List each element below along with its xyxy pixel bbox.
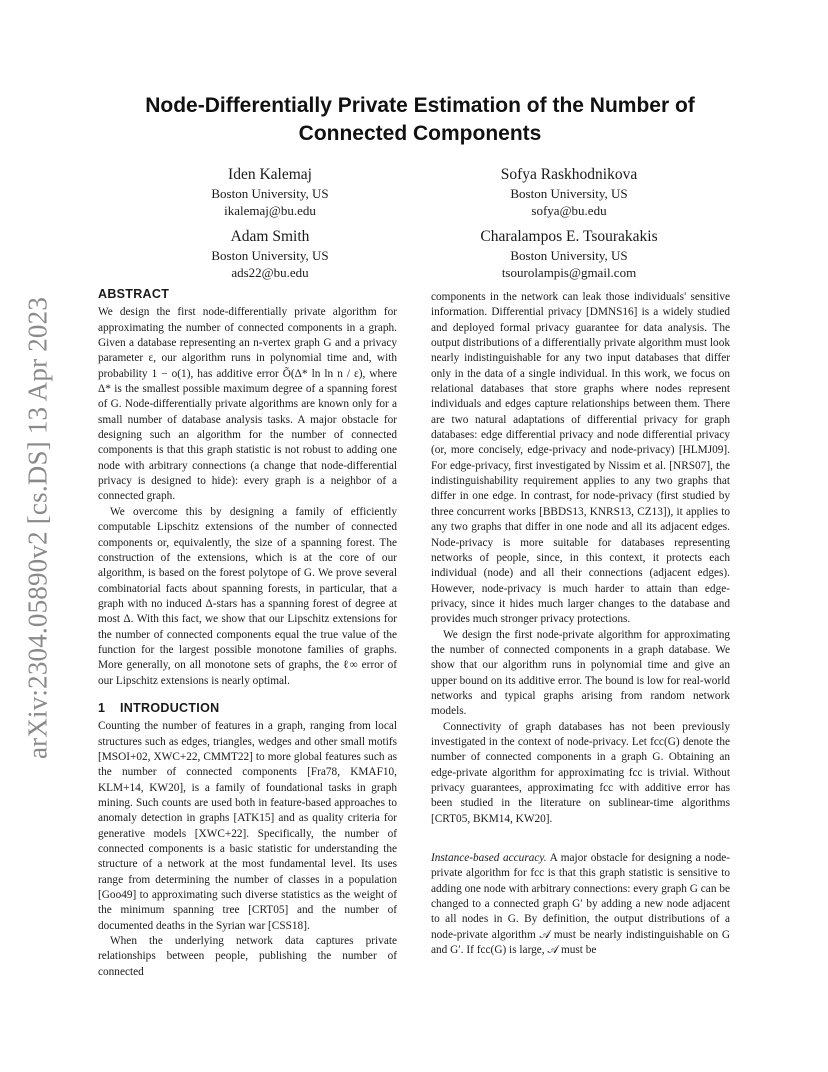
author-name: Iden Kalemaj (228, 166, 312, 183)
author-email: ads22@bu.edu (231, 265, 309, 280)
author-affiliation: Boston University, US (510, 248, 628, 263)
arxiv-identifier (22, 288, 54, 768)
section-title: INTRODUCTION (120, 700, 220, 715)
body-paragraph-instance-accuracy (431, 851, 730, 958)
abstract-heading: ABSTRACT (98, 287, 170, 301)
paragraph-text: A major obstacle for designing a node-private algorithm for fcc is that this graph statistic is sensitive to adding one node with arbitrary connections: every graph G can be changed to a connected graph G′ by adding a new node adjacent to all nodes in G. By definition, the output distributions of a node-private algorithm 𝒜 must be nearly indistinguishable on G and G′. If fcc(G) is large, 𝒜 must be (431, 852, 731, 957)
author-name: Charalampos E. Tsourakakis (480, 228, 658, 245)
right-column (431, 290, 730, 958)
author-block (120, 226, 420, 281)
author-name: Adam Smith (230, 228, 310, 245)
author-email: sofya@bu.edu (531, 203, 607, 218)
left-column (98, 287, 397, 980)
author-block (419, 226, 719, 281)
intro-paragraph: Counting the number of features in a graph, ranging from local structures such as edges, triangles, wedges and other small motifs [MSOI+02, XWC+22, CMMT22] to more global features such as the number of connected components [Fra78, KMAF10, KLM+14, KW20], is a family of foundational tasks in graph mining. Such counts are used both in feature-based approaches to anomaly detection in graphs [ATK15] and as quality criteria for generative models [XWC+22]. Specifically, the number of connected components is a basic statistic for understanding the structure of a network at the most fundamental level. Its uses range from determining the number of classes in a population [Goo49] to approximating such diverse statistics as the weight of the minimum spanning tree [CRT05] and the number of documented deaths in the Syrian war [CSS18]. (98, 720, 397, 932)
paragraph-label: Instance-based accuracy. (431, 852, 547, 865)
author-email: ikalemaj@bu.edu (224, 203, 316, 218)
author-name: Sofya Raskhodnikova (500, 166, 638, 183)
author-affiliation: Boston University, US (211, 186, 329, 201)
abstract-paragraph: We overcome this by designing a family of efficiently computable Lipschitz extensions of the number of connected components or, equivalently, the size of a spanning forest. The construction of the extensions, which is at the core of our algorithm, is based on the forest polytope of G. We prove several combinatorial facts about spanning forests, in particular, that a graph with no induced Δ-stars has a spanning forest of degree at most Δ. With this fact, we show that our Lipschitz extensions for the number of connected components equal the true value of the function for the largest possible monotone families of graphs. More generally, on all monotone sets of graphs, the ℓ∞ error of our Lipschitz extensions is nearly optimal. (98, 505, 397, 687)
paper-title: Node-Differentially Private Estimation of the Number of Connected Components (145, 94, 695, 145)
section-number: 1 (98, 700, 106, 715)
body-paragraph: components in the network can leak those individuals' sensitive information. Differential privacy [DMNS16] is a widely studied and deployed formal privacy guarantee for data analysis. The output distributions of a differentially private algorithm must look nearly indistinguishable for any two input databases that differ only in the data of a single individual. In this work, we focus on relational databases that store graphs where nodes represent individuals and edges capture relationships between them. There are two natural adaptations of differential privacy for graph databases: edge differential privacy and node differential privacy (or, more concisely, edge-privacy and node-privacy) [HLMJ09]. For edge-privacy, first investigated by Nissim et al. [NRS07], the indistinguishability requirement applies to any two graphs that differ in one edge. In contrast, for node-privacy (first studied by three concurrent works [BBDS13, KNRS13, CZ13]), it applies to any two graphs that differ in one node and all its adjacent edges. Node-privacy is more suitable for databases representing networks of people, since, in this context, it protects each individual (node) and all their connections (adjacent edges). However, node-privacy is much harder to attain than edge-privacy, since it hides much larger changes to the database and provides much stronger privacy protections. (431, 291, 730, 626)
author-affiliation: Boston University, US (510, 186, 628, 201)
abstract-paragraph: We design the first node-differentially private algorithm for approximating the number of connected components in a graph. Given a database representing an n-vertex graph G and a privacy parameter ε, our algorithm runs in polynomial time and, with probability 1 − o(1), has additive error Õ(Δ* ln ln n / ε), where Δ* is the smallest possible maximum degree of a spanning forest of G. Node-differentially private algorithms are known only for a small number of database analysis tasks. A major obstacle for designing such an algorithm for the number of connected components is that this graph statistic is not robust to adding one node with arbitrary connections (a change that node-differential privacy is designed to hide): every graph is a neighbor of a connected graph. (98, 306, 397, 503)
author-affiliation: Boston University, US (211, 248, 329, 263)
author-block (120, 164, 420, 219)
arxiv-id-text: arXiv:2304.05890v2 [cs.DS] 13 Apr 2023 (22, 296, 53, 760)
author-block (419, 164, 719, 219)
section-heading-introduction (98, 701, 397, 716)
intro-paragraph: When the underlying network data captures private relationships between people, publishing the number of connected (98, 935, 397, 978)
body-paragraph: We design the first node-private algorithm for approximating the number of connected components in a graph database. We show that our algorithm runs in polynomial time and give an upper bound on its additive error. The bound is low for real-world networks and typical graphs arising from random network models. (431, 628, 730, 718)
author-email: tsourolampis@gmail.com (501, 265, 637, 280)
body-paragraph: Connectivity of graph databases has not been previously investigated in the context of node-privacy. Let fcc(G) denote the number of connected components in a graph G. Obtaining an edge-private algorithm for approximating fcc is trivial. Without privacy guarantees, approximating fcc with additive error has been studied in the literature on sublinear-time algorithms [CRT05, BKM14, KW20]. (431, 720, 730, 825)
